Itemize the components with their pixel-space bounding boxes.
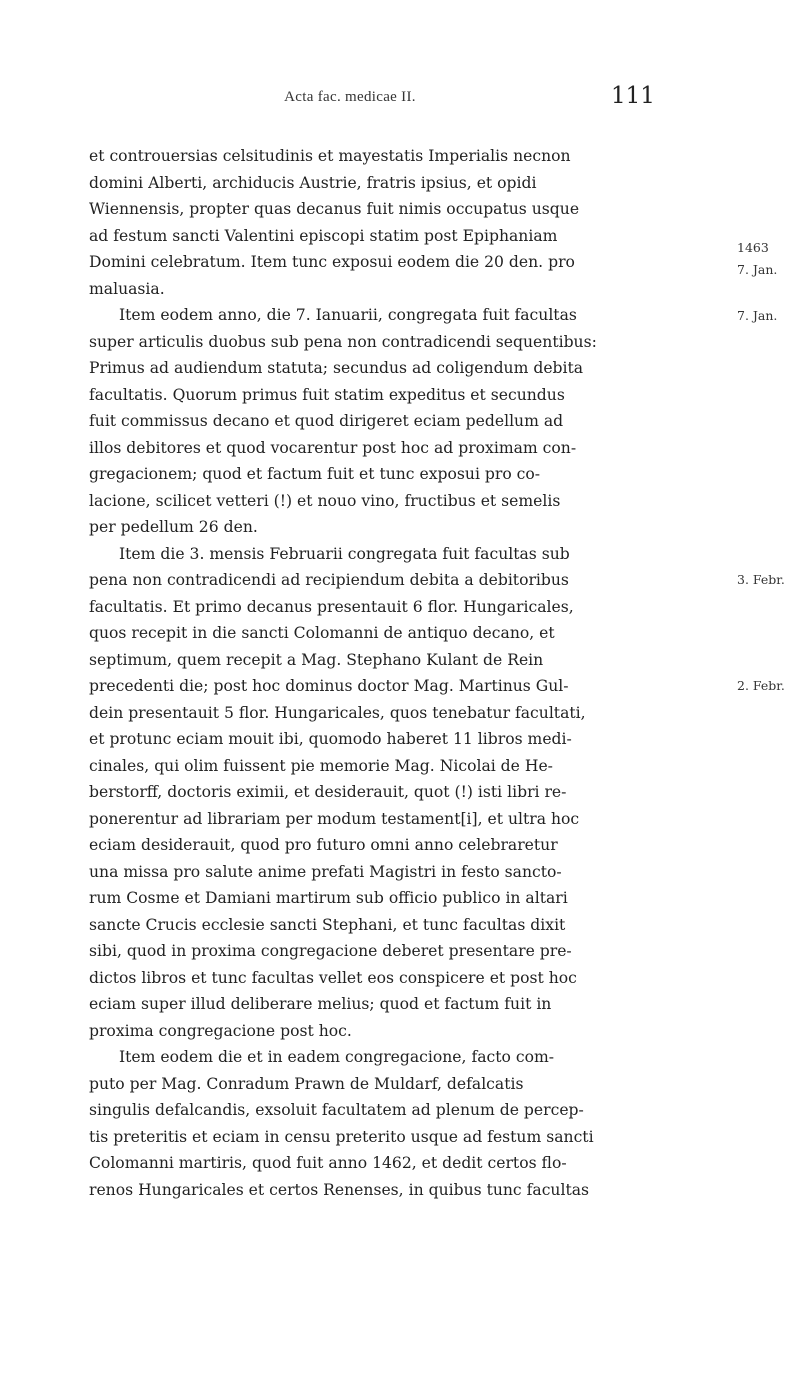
text-line: facultatis. Et primo decanus presentauit 6 flor. Hungaricales, (89, 597, 574, 616)
text-line: et protunc eciam mouit ibi, quomodo haberet 11 libros medi- (89, 730, 572, 748)
text-line: singulis defalcandis, exsoluit facultatem ad plenum de percep- (89, 1101, 584, 1119)
text-line: precedenti die; post hoc dominus doctor Mag. Martinus Gul- (89, 677, 569, 695)
text-line: maluasia. (89, 279, 165, 298)
text-line: Primus ad audiendum statuta; secundus ad coligendum debita (89, 359, 584, 377)
margin-note-date: 7. Jan. (737, 308, 778, 323)
text-line: rum Cosme et Damiani martirum sub officio publico in altari (89, 889, 568, 907)
running-title: Acta fac. medicae II. (284, 89, 416, 105)
text-line: per pedellum 26 den. (89, 518, 258, 536)
margin-note-date: 2. Febr. (737, 678, 785, 693)
text-line: illos debitores et quod vocarentur post hoc ad proximam con- (89, 438, 577, 457)
text-line: pena non contradicendi ad recipiendum debita a debitoribus (89, 571, 569, 589)
text-line: dictos libros et tunc facultas vellet eos conspicere et post hoc (89, 968, 577, 987)
text-line: et controuersias celsitudinis et mayestatis Imperialis necnon (89, 147, 571, 165)
paragraph-start-line: Item eodem die et in eadem congregacione, facto com- (119, 1048, 555, 1066)
text-line: tis preteritis et eciam in censu preterito usque ad festum sancti (89, 1127, 594, 1146)
text-line: Wiennensis, propter quas decanus fuit nimis occupatus usque (89, 200, 580, 218)
text-line: proxima congregacione post hoc. (89, 1021, 352, 1040)
text-line: Colomanni martiris, quod fuit anno 1462, et dedit certos flo- (89, 1154, 567, 1172)
text-line: domini Alberti, archiducis Austrie, fratris ipsius, et opidi (89, 173, 537, 192)
text-line: lacione, scilicet vetteri (!) et nouo vino, fructibus et semelis (89, 491, 561, 510)
text-line: sibi, quod in proxima congregacione deberet presentare pre- (89, 942, 572, 960)
text-line: eciam super illud deliberare melius; quod et factum fuit in (89, 995, 552, 1013)
text-line: fuit commissus decano et quod dirigeret eciam pedellum ad (89, 412, 564, 430)
paragraph-start-line: Item eodem anno, die 7. Ianuarii, congregata fuit facultas (119, 306, 577, 324)
text-line: ad festum sancti Valentini episcopi statim post Epiphaniam (89, 226, 558, 245)
text-line: puto per Mag. Conradum Prawn de Muldarf, defalcatis (89, 1074, 524, 1093)
text-line: cinales, qui olim fuissent pie memorie Mag. Nicolai de He- (89, 756, 553, 775)
text-line: eciam desiderauit, quod pro futuro omni anno celebraretur (89, 836, 558, 854)
text-line: Domini celebratum. Item tunc exposui eodem die 20 den. pro (89, 253, 575, 271)
text-line: ponerentur ad librariam per modum testament[i], et ultra hoc (89, 809, 580, 828)
text-line: facultatis. Quorum primus fuit statim expeditus et secundus (89, 385, 565, 404)
text-line: sancte Crucis ecclesie sancti Stephani, et tunc facultas dixit (89, 915, 566, 934)
margin-note-date: 3. Febr. (737, 572, 785, 587)
paragraph-start-line: Item die 3. mensis Februarii congregata fuit facultas sub (119, 544, 570, 563)
page-number: 111 (611, 83, 655, 109)
text-line: gregacionem; quod et factum fuit et tunc exposui pro co- (89, 465, 541, 483)
text-line: septimum, quem recepit a Mag. Stephano Kulant de Rein (89, 650, 544, 669)
margin-note-date: 7. Jan. (737, 262, 778, 277)
text-line: una missa pro salute anime prefati Magistri in festo sancto- (89, 862, 562, 881)
body-text (89, 143, 729, 1203)
text-line: berstorff, doctoris eximii, et desiderauit, quot (!) isti libri re- (89, 783, 567, 801)
text-line: quos recepit in die sancti Colomanni de antiquo decano, et (89, 624, 555, 642)
margin-note-year: 1463 (737, 240, 769, 255)
text-line: renos Hungaricales et certos Renenses, in quibus tunc facultas (89, 1180, 590, 1199)
running-head (0, 83, 800, 123)
text-line: dein presentauit 5 flor. Hungaricales, quos tenebatur facultati, (89, 703, 586, 722)
text-line: super articulis duobus sub pena non contradicendi sequentibus: (89, 332, 597, 351)
